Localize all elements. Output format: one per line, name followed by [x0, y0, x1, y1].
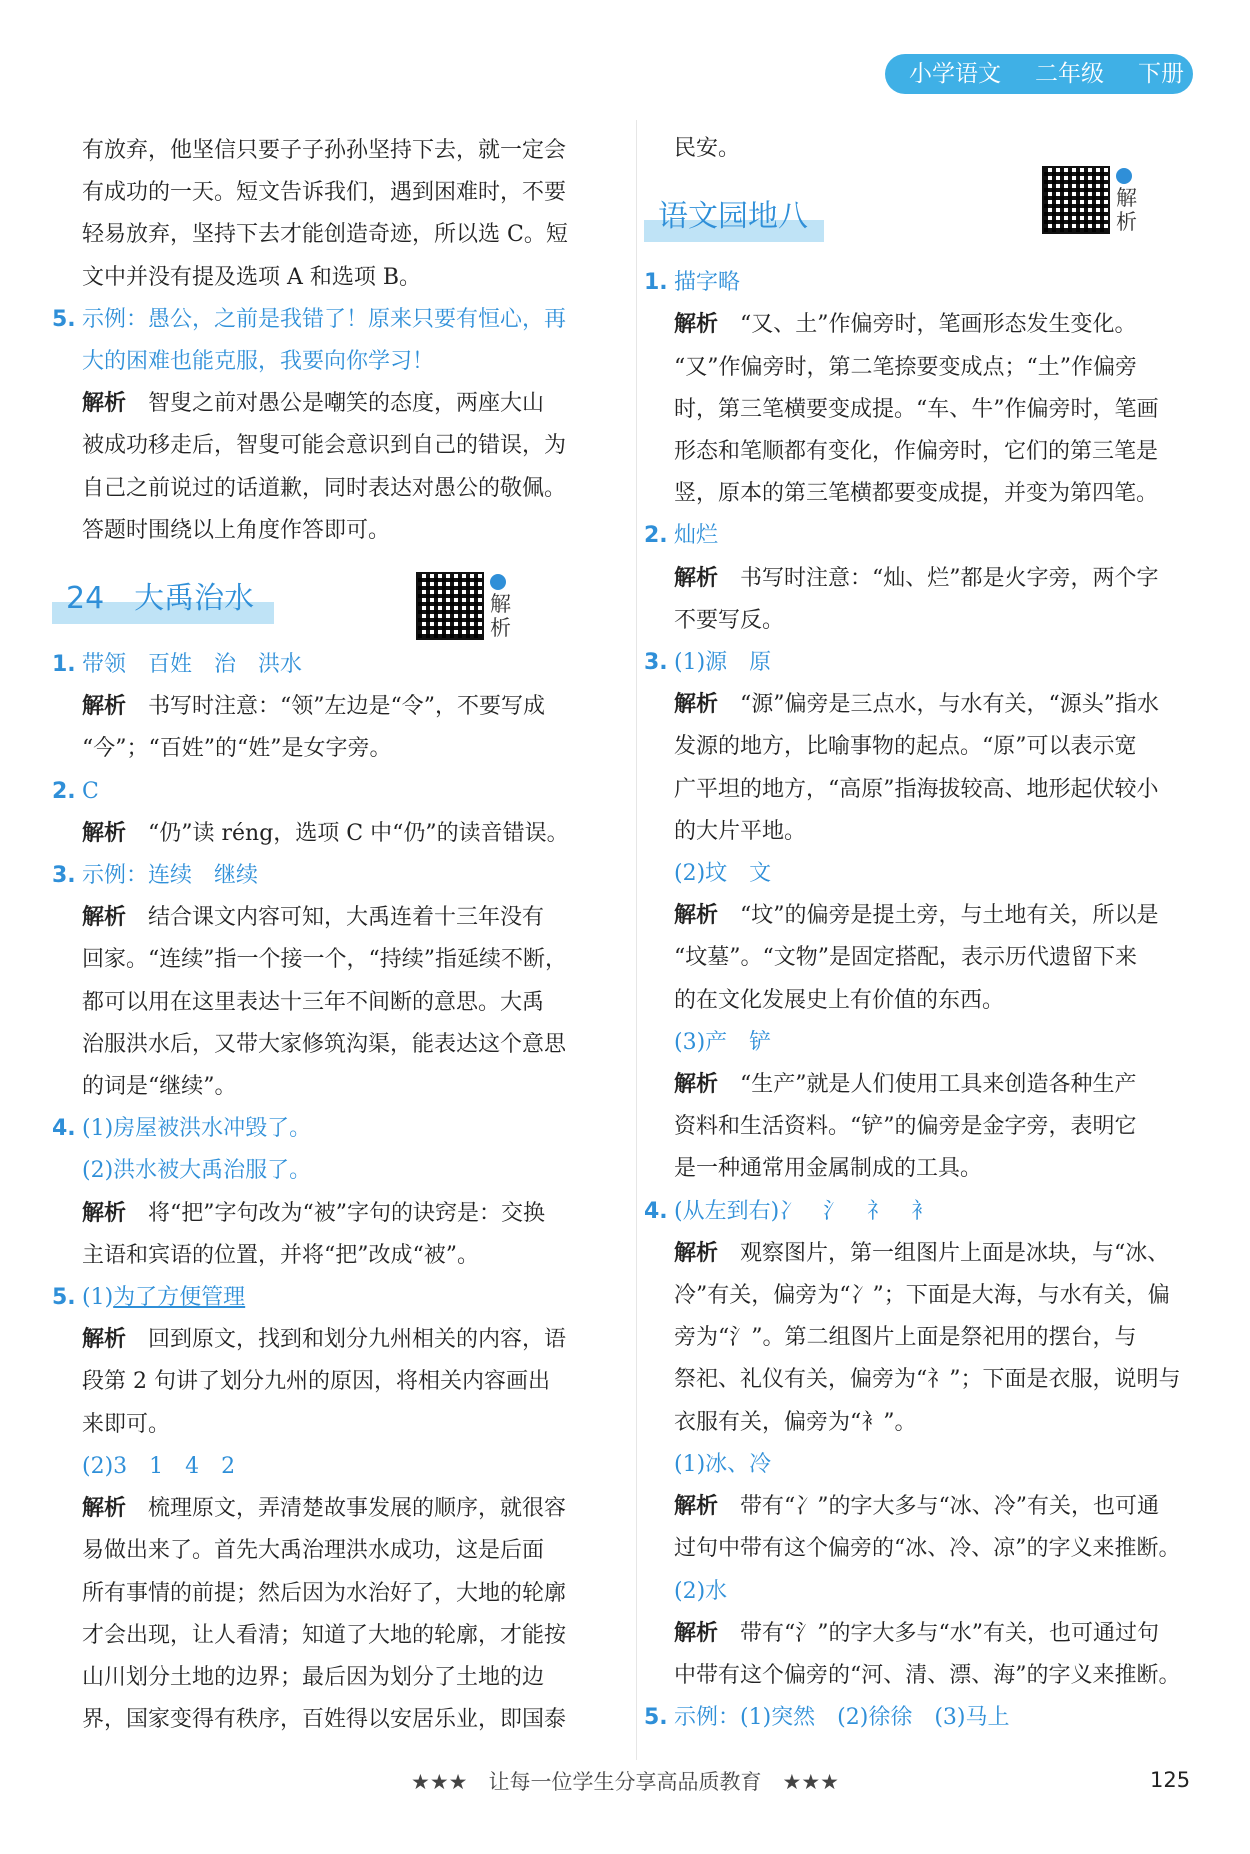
question-number: 4. — [644, 1198, 668, 1224]
analysis-line — [82, 1488, 602, 1530]
answer-line: 大的困难也能克服，我要向你学习！ — [82, 349, 435, 375]
analysis-label: 解析 — [82, 1200, 127, 1226]
analysis-text: 回到原文，找到和划分九州相关的内容，语 — [148, 1327, 567, 1353]
text-line: 易做出来了。首先大禹治理洪水成功，这是后面 — [82, 1538, 545, 1564]
text-line: 民安。 — [674, 136, 741, 161]
section-title: 语文园地八 — [658, 199, 808, 235]
section-heading — [52, 574, 602, 641]
analysis-label: 解析 — [674, 903, 719, 929]
text-line: 来即可。 — [82, 1411, 171, 1437]
text-line: 的词是“继续”。 — [82, 1074, 237, 1100]
analysis-label: 解析 — [82, 1496, 127, 1522]
text-line: 是一种通常用金属制成的工具。 — [674, 1156, 983, 1182]
analysis-line — [82, 383, 602, 425]
text-line: 文中并没有提及选项 A 和选项 B。 — [82, 264, 422, 290]
text-line: 被成功移走后，智叟可能会意识到自己的错误，为 — [82, 433, 567, 459]
analysis-line — [674, 1064, 1194, 1106]
text-line: 自己之前说过的话道歉，同时表达对愚公的敬佩。 — [82, 475, 567, 501]
text-line: 回家。“连续”指一个接一个，“持续”指延续不断， — [82, 947, 567, 973]
answer-line — [52, 855, 602, 897]
analysis-text: “源”偏旁是三点水，与水有关，“源头”指水 — [740, 692, 1160, 718]
text-line: 的大片平地。 — [674, 818, 807, 844]
text-line: 治服洪水后，又带大家修筑沟渠，能表达这个意思 — [82, 1031, 567, 1057]
text-line: 的在文化发展史上有价值的东西。 — [674, 987, 1005, 1013]
play-icon — [490, 574, 506, 590]
analysis-text: 观察图片，第一组图片上面是冰块，与“冰、 — [740, 1240, 1170, 1266]
analysis-text: 将“把”字句改为“被”字句的诀窍是：交换 — [148, 1200, 546, 1226]
section-heading — [644, 186, 1194, 252]
analysis-label: 解析 — [82, 391, 127, 417]
answer-text: 带领 百姓 治 洪水 — [82, 652, 303, 678]
text-line: 广平坦的地方，“高原”指海拔较高、地形起伏较小 — [674, 776, 1159, 802]
header-subject: 小学语文 — [909, 61, 1001, 87]
qr-label: 解析 — [1116, 186, 1137, 235]
text-line: 段第 2 句讲了划分九州的原因，将相关内容画出 — [82, 1369, 550, 1395]
text-line: 形态和笔顺都有变化，作偏旁时，它们的第三笔是 — [674, 439, 1159, 465]
analysis-label: 解析 — [674, 1494, 719, 1520]
analysis-label: 解析 — [674, 565, 719, 591]
text-line: 发源的地方，比喻事物的起点。“原”可以表示宽 — [674, 734, 1137, 760]
text-line: “又”作偏旁时，第二笔捺要变成点；“土”作偏旁 — [674, 354, 1137, 380]
analysis-text: 书写时注意：“灿、烂”都是火字旁，两个字 — [740, 565, 1159, 591]
analysis-label: 解析 — [82, 820, 127, 846]
question-number: 2. — [644, 523, 668, 549]
answer-text: 示例：连续 继续 — [82, 863, 259, 889]
answer-text: 示例：(1)突然 (2)徐徐 (3)马上 — [674, 1705, 1010, 1731]
answer-text: 描字略 — [674, 270, 741, 296]
answer-line — [644, 1191, 1194, 1233]
answer-line — [52, 299, 602, 341]
text-line: 不要写反。 — [674, 607, 785, 633]
analysis-text: 梳理原文，弄清楚故事发展的顺序，就很容 — [148, 1496, 567, 1522]
analysis-line — [674, 684, 1194, 726]
header-grade: 二年级 — [1035, 61, 1104, 87]
page-number: 125 — [1150, 1768, 1191, 1792]
play-icon — [1116, 168, 1132, 184]
text-line: 衣服有关，偏旁为“衤”。 — [674, 1409, 917, 1435]
text-line: 都可以用在这里表达十三年不间断的意思。大禹 — [82, 989, 545, 1015]
answer-text: (1)源 原 — [674, 650, 772, 676]
text-line: 旁为“氵”。第二组图片上面是祭祀用的摆台，与 — [674, 1325, 1137, 1351]
text-line: 答题时围绕以上角度作答即可。 — [82, 517, 391, 543]
text-line: 有成功的一天。短文告诉我们，遇到困难时，不要 — [82, 180, 567, 206]
analysis-text: “又、土”作偏旁时，笔画形态发生变化。 — [740, 312, 1137, 338]
footer-slogan: ★★★ 让每一位学生分享高品质教育 ★★★ — [411, 1770, 839, 1794]
analysis-label: 解析 — [674, 312, 719, 338]
text-line: 冷”有关，偏旁为“冫”；下面是大海，与水有关，偏 — [674, 1283, 1170, 1309]
text-line: “今”；“百姓”的“姓”是女字旁。 — [82, 736, 392, 762]
analysis-text: “生产”就是人们使用工具来创造各种生产 — [740, 1072, 1137, 1098]
answer-prefix: (1) — [82, 1285, 114, 1311]
analysis-text: 书写时注意：“领”左边是“令”，不要写成 — [148, 694, 546, 720]
answer-text: 示例：愚公，之前是我错了！原来只要有恒心，再 — [82, 306, 567, 332]
analysis-label: 解析 — [674, 1620, 719, 1646]
text-line: 界，国家变得有秩序，百姓得以安居乐业，即国泰 — [82, 1707, 567, 1733]
analysis-line — [674, 1486, 1194, 1528]
analysis-line — [82, 813, 602, 855]
text-line: 山川划分土地的边界；最后因为划分了土地的边 — [82, 1664, 545, 1690]
qr-code-icon[interactable] — [416, 572, 484, 640]
answer-line: (2)坟 文 — [674, 861, 772, 887]
analysis-line — [82, 1319, 602, 1361]
answer-line: (2)3 1 4 2 — [82, 1453, 236, 1479]
answer-line — [644, 642, 1194, 684]
qr-code-icon[interactable] — [1042, 166, 1110, 234]
analysis-label: 解析 — [674, 1240, 719, 1266]
answer-line: (2)洪水被大禹治服了。 — [82, 1158, 312, 1184]
answer-line — [52, 771, 602, 813]
analysis-label: 解析 — [82, 905, 127, 931]
answer-text: C — [82, 778, 99, 804]
analysis-line — [674, 895, 1194, 937]
question-number: 4. — [52, 1116, 76, 1142]
analysis-line — [82, 897, 602, 939]
answer-line: (3)产 铲 — [674, 1029, 772, 1055]
text-line: 过句中带有这个偏旁的“冰、冷、凉”的字义来推断。 — [674, 1536, 1181, 1562]
text-line: 才会出现，让人看清；知道了大地的轮廓，才能按 — [82, 1622, 567, 1648]
answer-line — [52, 644, 602, 686]
analysis-label: 解析 — [674, 692, 719, 718]
right-column — [644, 128, 1194, 1739]
answer-line — [644, 515, 1194, 557]
header-badge — [885, 54, 1193, 94]
answer-line — [52, 1108, 602, 1150]
text-line: 中带有这个偏旁的“河、清、漂、海”的字义来推断。 — [674, 1662, 1181, 1688]
answer-text: (从左到右)冫 氵 礻 衤 — [674, 1198, 934, 1224]
text-line: 主语和宾语的位置，并将“把”改成“被”。 — [82, 1242, 479, 1268]
answer-line — [644, 262, 1194, 304]
answer-text: 灿烂 — [674, 523, 719, 549]
column-divider — [636, 120, 637, 1760]
question-number: 3. — [644, 650, 668, 676]
analysis-text: 智叟之前对愚公是嘲笑的态度，两座大山 — [148, 391, 545, 417]
analysis-line — [82, 1193, 602, 1235]
answer-text: (1)房屋被洪水冲毁了。 — [82, 1116, 312, 1142]
qr-label: 解析 — [490, 592, 511, 641]
answer-line — [644, 1697, 1194, 1739]
analysis-line — [674, 1233, 1194, 1275]
analysis-label: 解析 — [674, 1072, 719, 1098]
text-line: 竖，原本的第三笔横都要变成提，并变为第四笔。 — [674, 481, 1159, 507]
analysis-line — [674, 558, 1194, 600]
left-column — [52, 130, 602, 1741]
analysis-text: “仍”读 réng，选项 C 中“仍”的读音错误。 — [148, 820, 569, 846]
analysis-line — [674, 304, 1194, 346]
analysis-line — [674, 1613, 1194, 1655]
text-line: “坟墓”。“文物”是固定搭配，表示历代遗留下来 — [674, 945, 1137, 971]
question-number: 1. — [644, 270, 668, 296]
section-title: 24 大禹治水 — [66, 581, 255, 617]
analysis-label: 解析 — [82, 694, 127, 720]
analysis-label: 解析 — [82, 1327, 127, 1353]
answer-line — [52, 1277, 602, 1319]
text-line: 资料和生活资料。“铲”的偏旁是金字旁，表明它 — [674, 1114, 1137, 1140]
question-number: 2. — [52, 778, 76, 804]
analysis-text: 带有“氵”的字大多与“水”有关，也可通过句 — [740, 1620, 1160, 1646]
text-line: 时，第三笔横要变成提。“车、牛”作偏旁时，笔画 — [674, 396, 1159, 422]
question-number: 5. — [52, 1285, 76, 1311]
question-number: 5. — [644, 1705, 668, 1731]
text-line: 轻易放弃，坚持下去才能创造奇迹，所以选 C。短 — [82, 222, 568, 248]
analysis-text: “坟”的偏旁是提土旁，与土地有关，所以是 — [740, 903, 1159, 929]
analysis-line — [82, 686, 602, 728]
answer-line: (2)水 — [674, 1578, 728, 1604]
question-number: 3. — [52, 863, 76, 889]
header-volume: 下册 — [1138, 61, 1184, 87]
analysis-text: 结合课文内容可知，大禹连着十三年没有 — [148, 905, 545, 931]
answer-text: 为了方便管理 — [113, 1285, 246, 1311]
analysis-text: 带有“冫”的字大多与“冰、冷”有关，也可通 — [740, 1494, 1160, 1520]
answer-line: (1)冰、冷 — [674, 1451, 772, 1477]
text-line: 祭祀、礼仪有关，偏旁为“礻”；下面是衣服，说明与 — [674, 1367, 1181, 1393]
question-number: 5. — [52, 306, 76, 332]
text-line: 有放弃，他坚信只要子子孙孙坚持下去，就一定会 — [82, 138, 567, 163]
question-number: 1. — [52, 652, 76, 678]
text-line: 所有事情的前提；然后因为水治好了，大地的轮廓 — [82, 1580, 567, 1606]
